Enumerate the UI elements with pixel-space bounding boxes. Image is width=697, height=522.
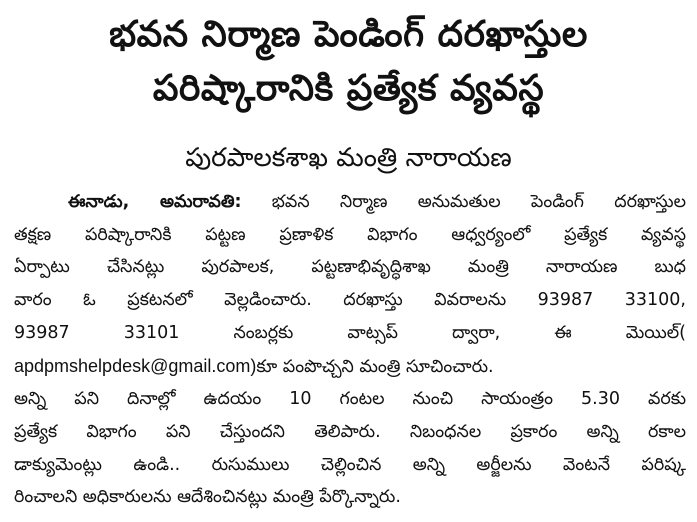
body-line-1 (14, 186, 686, 219)
body-line-6 (14, 350, 686, 384)
body-line-3: ఏర్పాటు చేసినట్లు పురపాలక, పట్టణాభివృద్ధిశాఖ మంత్రి నారాయణ బుధ (14, 257, 686, 278)
body-line-10: రించాలని అధికారులను ఆదేశించినట్లు మంత్రి పేర్కొన్నారు. (14, 487, 401, 508)
dateline: ఈనాడు, అమరావతి: (68, 192, 242, 212)
body-line-4: వారం ఓ ప్రకటనలో వెల్లడించారు. దరఖాస్తు వివరాలను 93987 33100, (14, 290, 686, 311)
subheadline: పురపాలకశాఖ మంత్రి నారాయణ (185, 143, 512, 173)
body-line-1-text: భవన నిర్మాణ అనుమతుల పెండింగ్ దరఖాస్తుల (241, 192, 686, 212)
body-line-5: 93987 33101 నంబర్లకు వాట్సప్ ద్వారా, ఈ మెయిల్( (14, 322, 686, 343)
article-body (14, 186, 686, 514)
headline-line-2: పరిష్కారానికి ప్రత్యేక వ్యవస్థ (152, 68, 545, 109)
body-line-6-text: కూ పంపొచ్చని మంత్రి సూచించారు. (256, 356, 494, 377)
body-line-9: డాక్యుమెంట్లు ఉండి.. రుసుములు చెల్లించిన అన్ని అర్జీలను వెంటనే పరిష్క (14, 454, 686, 475)
body-line-2: తక్షణ పరిష్కారానికి పట్టణ ప్రణాళిక విభాగం ఆధ్వర్యంలో ప్రత్యేక వ్యవస్థ (14, 224, 686, 245)
body-line-8: ప్రత్యేక విభాగం పని చేస్తుందని తెలిపారు. నిబంధనల ప్రకారం అన్ని రకాల (14, 421, 686, 442)
headline-block (0, 8, 697, 116)
body-line-7: అన్ని పని దినాల్లో ఉదయం 10 గంటల నుంచి సాయంత్రం 5.30 వరకు (14, 389, 686, 410)
headline (0, 8, 697, 116)
headline-line-1: భవన నిర్మాణ పెండింగ్ దరఖాస్తుల (109, 14, 588, 55)
email-address: apdpmshelpdesk@gmail.com) (14, 355, 257, 376)
